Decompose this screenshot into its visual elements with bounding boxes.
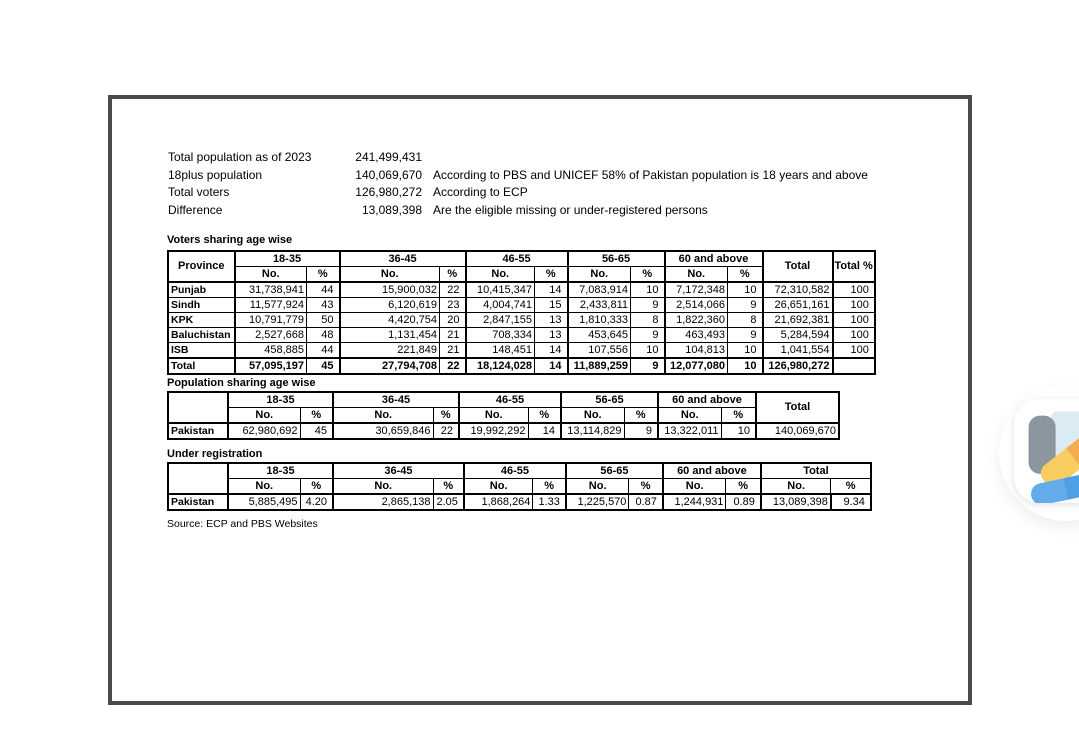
table-cell: 45: [307, 358, 340, 374]
column-subheader-no: No.: [568, 267, 631, 283]
table-cell: 22: [440, 282, 466, 298]
table-cell: 10,791,779: [235, 313, 307, 328]
table-cell: 0.87: [629, 494, 663, 510]
table-cell: 2,527,668: [235, 328, 307, 343]
row-label: Pakistan: [168, 494, 228, 510]
table-cell: 44: [307, 343, 340, 359]
table-cell: 100: [833, 343, 875, 359]
table-cell: 708,334: [466, 328, 535, 343]
info-value: 126,980,272: [355, 185, 422, 199]
info-row: [168, 202, 868, 220]
table-cell: 6,120,619: [340, 298, 440, 313]
table-cell: 5,284,594: [763, 328, 833, 343]
table-cell: 9: [631, 328, 665, 343]
row-label: ISB: [168, 343, 235, 359]
column-header-age-group: 36-45: [333, 392, 459, 408]
table-cell: 48: [307, 328, 340, 343]
column-subheader-no: No.: [663, 479, 726, 495]
column-subheader-pct: %: [528, 408, 561, 424]
column-subheader-pct: %: [433, 408, 459, 424]
table-cell: 10,415,347: [466, 282, 535, 298]
table-row: [168, 423, 839, 439]
column-subheader-no: No.: [566, 479, 629, 495]
row-label: Total: [168, 358, 235, 374]
table-cell: 9.34: [831, 494, 871, 510]
column-subheader-no: No.: [464, 479, 533, 495]
table-cell: 14: [535, 343, 568, 359]
column-header-total: Total: [756, 392, 839, 423]
voters-table: [167, 250, 876, 375]
column-header-province: Province: [168, 251, 235, 282]
column-header-age-group: 36-45: [333, 463, 464, 479]
column-header-age-group: 18-35: [228, 392, 333, 408]
summary-info-block: [168, 149, 868, 219]
table-cell: 21: [440, 328, 466, 343]
table-row: [168, 343, 875, 359]
column-subheader-no: No.: [235, 267, 307, 283]
column-header-age-group: 36-45: [340, 251, 466, 267]
info-row: [168, 167, 868, 185]
row-label: Baluchistan: [168, 328, 235, 343]
table-header-group-row: [168, 463, 871, 479]
table-cell: 19,992,292: [459, 423, 528, 439]
table-row: [168, 313, 875, 328]
column-header-total-pct: Total %: [833, 251, 875, 282]
column-subheader-pct: %: [440, 267, 466, 283]
table-cell: 45: [300, 423, 333, 439]
table-cell: 8: [631, 313, 665, 328]
table-subheader-row: [168, 479, 871, 495]
column-header-total: Total: [763, 251, 833, 282]
column-subheader-no: No.: [658, 408, 721, 424]
table-cell: 1,041,554: [763, 343, 833, 359]
table-cell: 1,131,454: [340, 328, 440, 343]
table-cell: 1.33: [533, 494, 566, 510]
table-cell: 62,980,692: [228, 423, 300, 439]
table-cell: 13,322,011: [658, 423, 721, 439]
column-subheader-no: No.: [466, 267, 535, 283]
table-cell: 100: [833, 282, 875, 298]
column-subheader-pct: %: [631, 267, 665, 283]
table-cell: 15,900,032: [340, 282, 440, 298]
table-cell: 30,659,846: [333, 423, 433, 439]
population-table: [167, 391, 840, 440]
table-cell: 18,124,028: [466, 358, 535, 374]
table-cell: 5,885,495: [228, 494, 300, 510]
column-subheader-no: No.: [761, 479, 831, 495]
table-cell: 15: [535, 298, 568, 313]
column-header-age-group: 60 and above: [663, 463, 761, 479]
table-cell: 2,847,155: [466, 313, 535, 328]
table-cell: 26,651,161: [763, 298, 833, 313]
table-cell: 9: [631, 298, 665, 313]
column-header-age-group: 60 and above: [665, 251, 763, 267]
column-subheader-no: No.: [665, 267, 728, 283]
table-cell: 2,433,811: [568, 298, 631, 313]
column-subheader-pct: %: [728, 267, 763, 283]
info-value: 140,069,670: [355, 167, 422, 182]
document-page: [108, 95, 972, 705]
table-cell: 27,794,708: [340, 358, 440, 374]
table-cell: 8: [728, 313, 763, 328]
table-cell: 10: [728, 282, 763, 298]
table-cell: 463,493: [665, 328, 728, 343]
column-subheader-pct: %: [831, 479, 871, 495]
column-header-total: Total: [761, 463, 871, 479]
table-cell: 2.05: [433, 494, 464, 510]
column-header-age-group: 46-55: [466, 251, 568, 267]
column-header-age-group: 46-55: [459, 392, 561, 408]
table-cell: 1,244,931: [663, 494, 726, 510]
table-cell: 10: [721, 423, 756, 439]
table-cell: 13,089,398: [761, 494, 831, 510]
column-subheader-no: No.: [333, 479, 433, 495]
column-subheader-no: No.: [459, 408, 528, 424]
column-header-age-group: 60 and above: [658, 392, 756, 408]
table-cell: 9: [624, 423, 658, 439]
info-note: According to ECP: [433, 185, 528, 199]
row-label: Sindh: [168, 298, 235, 313]
table-cell: 140,069,670: [756, 423, 839, 439]
under-registration-table: [167, 462, 872, 511]
table-cell: 10: [631, 343, 665, 359]
info-note: Are the eligible missing or under-registered persons: [433, 202, 708, 217]
table-cell: 11,889,259: [568, 358, 631, 374]
table-header-group-row: [168, 251, 875, 267]
table-cell: 221,849: [340, 343, 440, 359]
info-label: Difference: [168, 202, 223, 217]
table-cell: 4,420,754: [340, 313, 440, 328]
table-cell: 100: [833, 313, 875, 328]
column-subheader-pct: %: [726, 479, 761, 495]
column-subheader-pct: %: [721, 408, 756, 424]
table-cell: 23: [440, 298, 466, 313]
table-cell: 10: [631, 282, 665, 298]
column-subheader-pct: %: [300, 408, 333, 424]
info-label: Total voters: [168, 185, 230, 199]
column-header-age-group: 56-65: [568, 251, 665, 267]
column-subheader-pct: %: [300, 479, 333, 495]
table-cell: 1,225,570: [566, 494, 629, 510]
table-cell: 1,822,360: [665, 313, 728, 328]
under-registration-table-title: Under registration: [167, 448, 263, 460]
row-label: Pakistan: [168, 423, 228, 439]
column-header-age-group: 18-35: [228, 463, 333, 479]
table-cell: 44: [307, 282, 340, 298]
corner-blank-cell: [168, 463, 228, 494]
table-cell: 21: [440, 343, 466, 359]
table-row: [168, 328, 875, 343]
info-note: According to PBS and UNICEF 58% of Pakistan population is 18 years and above: [433, 167, 868, 182]
table-cell: 2,865,138: [333, 494, 433, 510]
table-cell: 14: [535, 358, 568, 374]
table-cell: 4.20: [300, 494, 333, 510]
table-cell: 13,114,829: [561, 423, 624, 439]
column-subheader-no: No.: [340, 267, 440, 283]
table-cell: 107,556: [568, 343, 631, 359]
table-cell: 100: [833, 298, 875, 313]
table-cell: 9: [728, 298, 763, 313]
table-cell: 7,172,348: [665, 282, 728, 298]
column-subheader-no: No.: [228, 408, 300, 424]
column-header-age-group: 18-35: [235, 251, 340, 267]
table-header-group-row: [168, 392, 839, 408]
column-subheader-pct: %: [624, 408, 658, 424]
info-row: [168, 184, 868, 202]
row-label: Punjab: [168, 282, 235, 298]
table-cell: 9: [631, 358, 665, 374]
table-cell: 104,813: [665, 343, 728, 359]
info-value: 241,499,431: [355, 150, 422, 164]
column-subheader-pct: %: [433, 479, 464, 495]
table-cell: 72,310,582: [763, 282, 833, 298]
table-cell: 148,451: [466, 343, 535, 359]
table-cell: 13: [535, 328, 568, 343]
column-header-age-group: 56-65: [561, 392, 658, 408]
population-table-title: Population sharing age wise: [167, 377, 316, 389]
table-cell: 458,885: [235, 343, 307, 359]
table-cell: 50: [307, 313, 340, 328]
table-total-row: [168, 358, 875, 374]
column-subheader-no: No.: [228, 479, 300, 495]
info-row: [168, 149, 868, 167]
column-header-age-group: 56-65: [566, 463, 663, 479]
row-label: KPK: [168, 313, 235, 328]
table-cell: 100: [833, 328, 875, 343]
table-cell: 4,004,741: [466, 298, 535, 313]
column-header-age-group: 46-55: [464, 463, 566, 479]
source-note: Source: ECP and PBS Websites: [167, 518, 318, 530]
info-value: 13,089,398: [361, 202, 422, 217]
floating-widget-button[interactable]: [1014, 399, 1079, 503]
table-cell: 1,868,264: [464, 494, 533, 510]
voters-table-title: Voters sharing age wise: [167, 234, 293, 246]
table-cell: 21,692,381: [763, 313, 833, 328]
column-subheader-no: No.: [333, 408, 433, 424]
column-subheader-no: No.: [561, 408, 624, 424]
corner-blank-cell: [168, 392, 228, 423]
table-cell: 453,645: [568, 328, 631, 343]
column-subheader-pct: %: [629, 479, 663, 495]
table-cell: 31,738,941: [235, 282, 307, 298]
table-cell: 10: [728, 343, 763, 359]
column-subheader-pct: %: [533, 479, 566, 495]
table-cell: 2,514,066: [665, 298, 728, 313]
table-cell: 9: [728, 328, 763, 343]
table-row: [168, 282, 875, 298]
table-subheader-row: [168, 408, 839, 424]
table-cell: 57,095,197: [235, 358, 307, 374]
table-cell: 13: [535, 313, 568, 328]
table-cell: 14: [535, 282, 568, 298]
table-cell: 14: [528, 423, 561, 439]
widget-icon: [1014, 399, 1079, 503]
table-cell: 43: [307, 298, 340, 313]
table-cell: 10: [728, 358, 763, 374]
table-cell: 22: [433, 423, 459, 439]
column-subheader-pct: %: [307, 267, 340, 283]
table-cell: 7,083,914: [568, 282, 631, 298]
column-subheader-pct: %: [535, 267, 568, 283]
table-cell: 0.89: [726, 494, 761, 510]
table-row: [168, 298, 875, 313]
table-cell: 1,810,333: [568, 313, 631, 328]
table-row: [168, 494, 871, 510]
table-cell: 12,077,080: [665, 358, 728, 374]
table-cell: 20: [440, 313, 466, 328]
table-cell: 22: [440, 358, 466, 374]
table-cell: 11,577,924: [235, 298, 307, 313]
info-label: Total population as of 2023: [168, 150, 312, 164]
table-cell: [833, 358, 875, 374]
info-label: 18plus population: [168, 167, 263, 182]
table-cell: 126,980,272: [763, 358, 833, 374]
